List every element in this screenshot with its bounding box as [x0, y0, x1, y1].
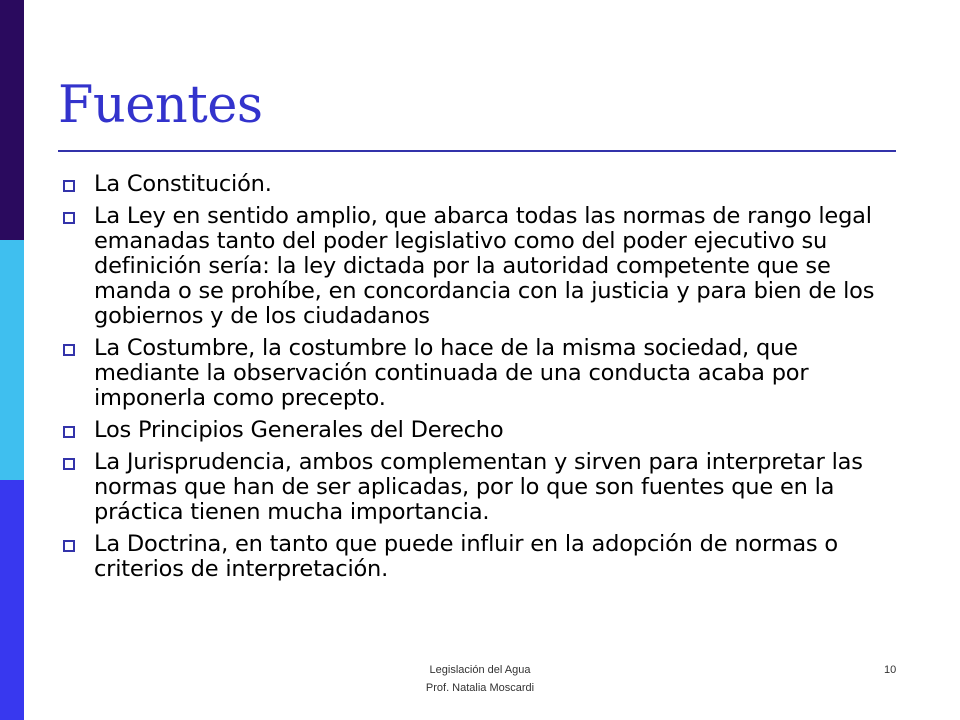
- bullet-item: [58, 172, 908, 197]
- side-bar-bottom: [0, 480, 24, 720]
- square-bullet-icon: [63, 426, 75, 438]
- bullet-list: [58, 172, 908, 589]
- bullet-text: Los Principios Generales del Derecho: [94, 417, 504, 443]
- footer-caption: [330, 661, 630, 697]
- bullet-text: La Constitución.: [94, 171, 272, 197]
- square-bullet-icon: [63, 344, 75, 356]
- bullet-text: La Jurisprudencia, ambos complementan y sirven para interpretar las normas que han de ser aplicadas, por lo que son fuentes que en la práctica tienen mucha importancia.: [94, 449, 863, 525]
- page-number: 10: [884, 664, 897, 676]
- bullet-text: La Costumbre, la costumbre lo hace de la misma sociedad, que mediante la observación continuada de una conducta acaba por imponerla como precepto.: [94, 335, 809, 411]
- bullet-item: [58, 336, 908, 411]
- square-bullet-icon: [63, 180, 75, 192]
- slide-title: Fuentes: [58, 76, 263, 135]
- bullet-item: [58, 418, 908, 443]
- footer-author: Prof. Natalia Moscardi: [425, 682, 535, 694]
- title-divider: [58, 150, 896, 152]
- side-bar-middle: [0, 240, 24, 480]
- bullet-item: [58, 450, 908, 525]
- square-bullet-icon: [63, 540, 75, 552]
- bullet-text: La Ley en sentido amplio, que abarca todas las normas de rango legal emanadas tanto del poder legislativo como del poder ejecutivo su definición sería: la ley dictada por la autoridad competente que se manda o se prohíbe, en concordancia con la justicia y para bien de los gobiernos y de los ciudadanos: [94, 203, 875, 329]
- bullet-item: [58, 204, 908, 329]
- bullet-item: [58, 532, 908, 582]
- footer-course: Legislación del Agua: [429, 664, 531, 676]
- side-bar-top: [0, 0, 24, 240]
- square-bullet-icon: [63, 212, 75, 224]
- bullet-text: La Doctrina, en tanto que puede influir en la adopción de normas o criterios de interpretación.: [94, 531, 838, 582]
- square-bullet-icon: [63, 458, 75, 470]
